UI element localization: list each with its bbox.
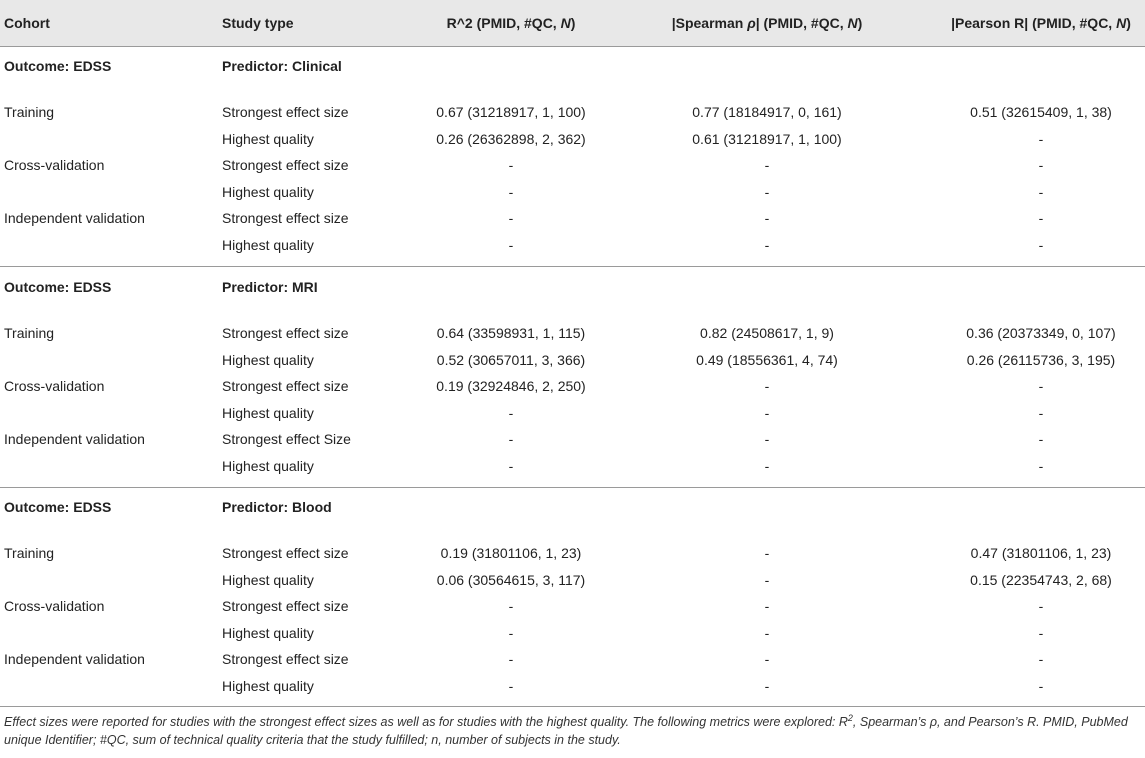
row-cohort: Independent validation [4,210,145,226]
row-r2-value: - [508,210,514,226]
row-study-type: Highest quality [222,458,314,474]
row-pearson-value: 0.36 (20373349, 0, 107) [966,325,1116,341]
header-cohort: Cohort [4,15,50,31]
row-cohort: Training [4,104,55,120]
section-predictor: Predictor: Blood [222,499,332,515]
row-pearson-value: - [1038,625,1044,641]
row-spearman-value: - [764,431,770,447]
row-spearman-value: 0.77 (18184917, 0, 161) [692,104,842,120]
section-outcome: Outcome: EDSS [4,279,112,295]
row-pearson-value: 0.47 (31801106, 1, 23) [970,545,1112,561]
row-spearman-value: - [764,572,770,588]
table-rule [0,487,1145,488]
row-r2-value: 0.67 (31218917, 1, 100) [436,104,586,120]
section-predictor: Predictor: Clinical [222,58,342,74]
header-r2-label: R^2 (PMID, #QC, [446,15,561,31]
row-r2-value: - [508,184,514,200]
header-r2-n: N [560,15,571,31]
row-spearman-value: - [764,157,770,173]
row-cohort: Training [4,545,55,561]
row-r2-value: - [508,405,514,421]
header-spearman-n: N [847,15,858,31]
table-rule [0,266,1145,267]
row-spearman-value: - [764,210,770,226]
header-pearson [951,13,1131,33]
row-spearman-value: 0.82 (24508617, 1, 9) [700,325,834,341]
row-r2-value: - [508,598,514,614]
row-pearson-value: - [1038,131,1044,147]
row-r2-value: 0.06 (30564615, 3, 117) [436,572,586,588]
row-pearson-value: - [1038,598,1044,614]
row-r2-value: - [508,157,514,173]
header-r2-close: ) [570,15,576,31]
row-spearman-value: - [764,405,770,421]
row-pearson-value: - [1038,378,1044,394]
row-study-type: Highest quality [222,131,314,147]
row-study-type: Highest quality [222,405,314,421]
row-cohort: Training [4,325,55,341]
header-spearman [672,13,863,33]
row-r2-value: - [508,431,514,447]
row-spearman-value: - [764,184,770,200]
row-r2-value: 0.19 (31801106, 1, 23) [440,545,582,561]
header-pearson-label: |Pearson R| (PMID, #QC, [951,15,1117,31]
row-study-type: Strongest effect size [222,104,349,120]
header-pearson-n: N [1116,15,1127,31]
row-pearson-value: 0.15 (22354743, 2, 68) [970,572,1112,588]
row-r2-value: 0.26 (26362898, 2, 362) [436,131,586,147]
row-study-type: Strongest effect size [222,378,349,394]
row-spearman-value: 0.49 (18556361, 4, 74) [696,352,838,368]
row-cohort: Cross-validation [4,157,105,173]
row-r2-value: - [508,678,514,694]
row-cohort: Independent validation [4,651,145,667]
row-pearson-value: 0.51 (32615409, 1, 38) [970,104,1112,120]
row-spearman-value: - [764,458,770,474]
row-spearman-value: - [764,678,770,694]
section-outcome: Outcome: EDSS [4,499,112,515]
row-study-type: Highest quality [222,237,314,253]
row-study-type: Highest quality [222,678,314,694]
header-r2 [447,13,576,33]
table-rule [0,706,1145,707]
header-spearman-close: ) [857,15,863,31]
row-spearman-value: - [764,625,770,641]
row-r2-value: - [508,625,514,641]
row-study-type: Strongest effect size [222,157,349,173]
row-pearson-value: - [1038,237,1044,253]
row-spearman-value: - [764,378,770,394]
row-study-type: Highest quality [222,625,314,641]
row-cohort: Cross-validation [4,598,105,614]
row-study-type: Strongest effect size [222,598,349,614]
row-pearson-value: - [1038,678,1044,694]
row-r2-value: - [508,237,514,253]
row-r2-value: - [508,651,514,667]
row-spearman-value: - [764,237,770,253]
header-spearman-label2: | (PMID, #QC, [755,15,848,31]
row-r2-value: 0.19 (32924846, 2, 250) [436,378,586,394]
row-study-type: Strongest effect size [222,210,349,226]
row-pearson-value: 0.26 (26115736, 3, 195) [966,352,1116,368]
row-study-type: Strongest effect size [222,325,349,341]
footnote-text-2: , Spearman’s ρ, and Pearson’s R. PMID, PubMed unique Identifier; #QC, sum of technical quality criteria that the study fulfilled; n, number of subjects in the study. [4,715,1128,747]
row-study-type: Highest quality [222,352,314,368]
footnote-superscript: 2 [847,712,853,723]
row-study-type: Strongest effect size [222,545,349,561]
row-spearman-value: - [764,545,770,561]
row-r2-value: 0.52 (30657011, 3, 366) [436,352,586,368]
header-pearson-close: ) [1126,15,1131,31]
row-study-type: Highest quality [222,572,314,588]
table-rule [0,46,1145,47]
row-cohort: Independent validation [4,431,145,447]
row-spearman-value: 0.61 (31218917, 1, 100) [692,131,842,147]
header-spearman-rho: ρ [747,15,756,31]
row-pearson-value: - [1038,431,1044,447]
row-pearson-value: - [1038,458,1044,474]
section-predictor: Predictor: MRI [222,279,318,295]
row-pearson-value: - [1038,184,1044,200]
row-study-type: Strongest effect Size [222,431,351,447]
row-pearson-value: - [1038,157,1044,173]
header-spearman-label: |Spearman [671,15,748,31]
footnote-text-1: Effect sizes were reported for studies with the strongest effect sizes as well as for studies with the highest quality. The following metrics were explored: R [4,715,848,729]
row-pearson-value: - [1038,651,1044,667]
table-footnote [4,713,1140,749]
row-pearson-value: - [1038,405,1044,421]
row-study-type: Highest quality [222,184,314,200]
row-pearson-value: - [1038,210,1044,226]
row-spearman-value: - [764,598,770,614]
row-r2-value: 0.64 (33598931, 1, 115) [436,325,586,341]
row-study-type: Strongest effect size [222,651,349,667]
row-spearman-value: - [764,651,770,667]
section-outcome: Outcome: EDSS [4,58,112,74]
row-r2-value: - [508,458,514,474]
row-cohort: Cross-validation [4,378,105,394]
header-study-type: Study type [222,15,294,31]
